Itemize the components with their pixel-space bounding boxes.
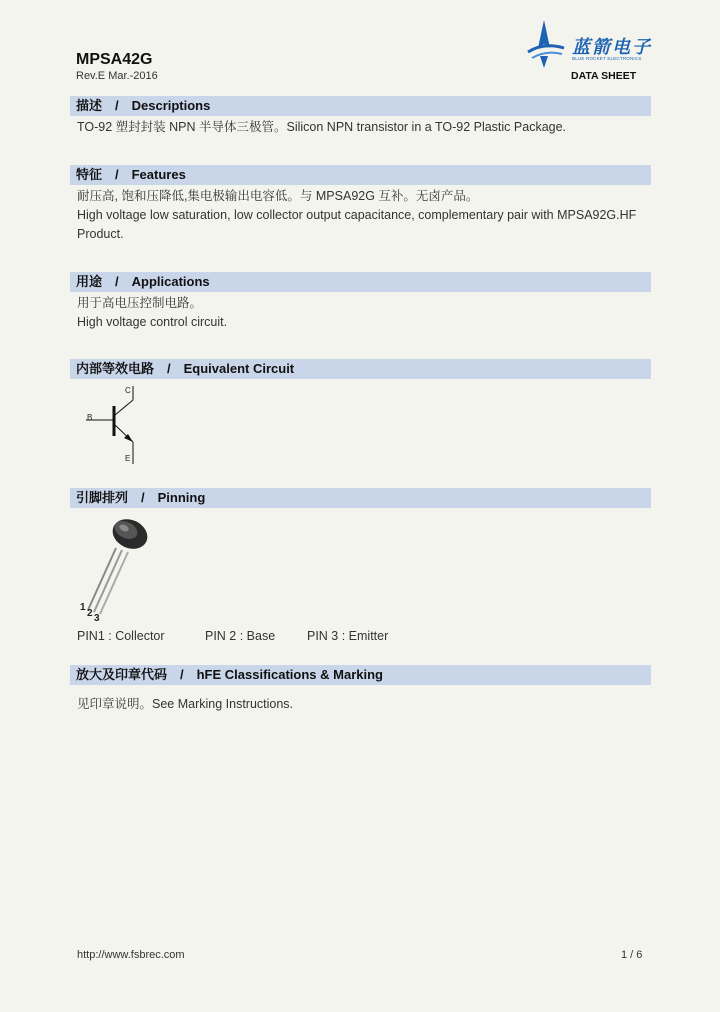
features-text-en-1: High voltage low saturation, low collector output capacitance, complementary pair with MPSA92G.HF: [77, 208, 637, 222]
section-header-features: 特征 / Features: [70, 165, 651, 185]
applications-text-en: High voltage control circuit.: [77, 315, 228, 329]
revision: Rev.E Mar.-2016: [76, 70, 158, 82]
part-number: MPSA42G: [76, 51, 153, 68]
pin2-label: PIN 2 : Base: [205, 629, 276, 643]
circuit-label-c: C: [125, 386, 131, 395]
npn-transistor-symbol-icon: [80, 382, 150, 467]
pin-number-2: 2: [87, 608, 93, 619]
doc-type: DATA SHEET: [571, 70, 637, 82]
description-text: TO-92 塑封封装 NPN 半导体三极管。Silicon NPN transistor in a TO-92 Plastic Package.: [77, 120, 567, 134]
section-header-circuit: 内部等效电路 / Equivalent Circuit: [70, 359, 651, 379]
features-text-en-2: Product.: [77, 227, 124, 241]
circuit-label-b: B: [87, 413, 93, 422]
pin3-label: PIN 3 : Emitter: [307, 629, 389, 643]
pin-number-1: 1: [80, 602, 86, 613]
pin-number-3: 3: [94, 613, 100, 624]
applications-text-cn: 用于高电压控制电路。: [77, 296, 203, 310]
section-header-marking: 放大及印章代码 / hFE Classifications & Marking: [70, 665, 651, 685]
section-header-descriptions: 描述 / Descriptions: [70, 96, 651, 116]
brand-name-en: BLUE ROCKET ELECTRONICS: [572, 56, 642, 61]
section-header-pinning: 引脚排列 / Pinning: [70, 488, 651, 508]
circuit-label-e: E: [125, 454, 131, 463]
features-text-cn: 耐压高, 饱和压降低,集电极输出电容低。与 MPSA92G 互补。无卤产品。: [77, 189, 479, 203]
section-header-applications: 用途 / Applications: [70, 272, 651, 292]
marking-text: 见印章说明。See Marking Instructions.: [77, 697, 294, 711]
page-number: 1 / 6: [621, 949, 643, 961]
footer-url[interactable]: http://www.fsbrec.com: [77, 949, 185, 961]
pin1-label: PIN1 : Collector: [77, 629, 165, 643]
brand-name-cn: 蓝箭电子: [572, 37, 652, 57]
